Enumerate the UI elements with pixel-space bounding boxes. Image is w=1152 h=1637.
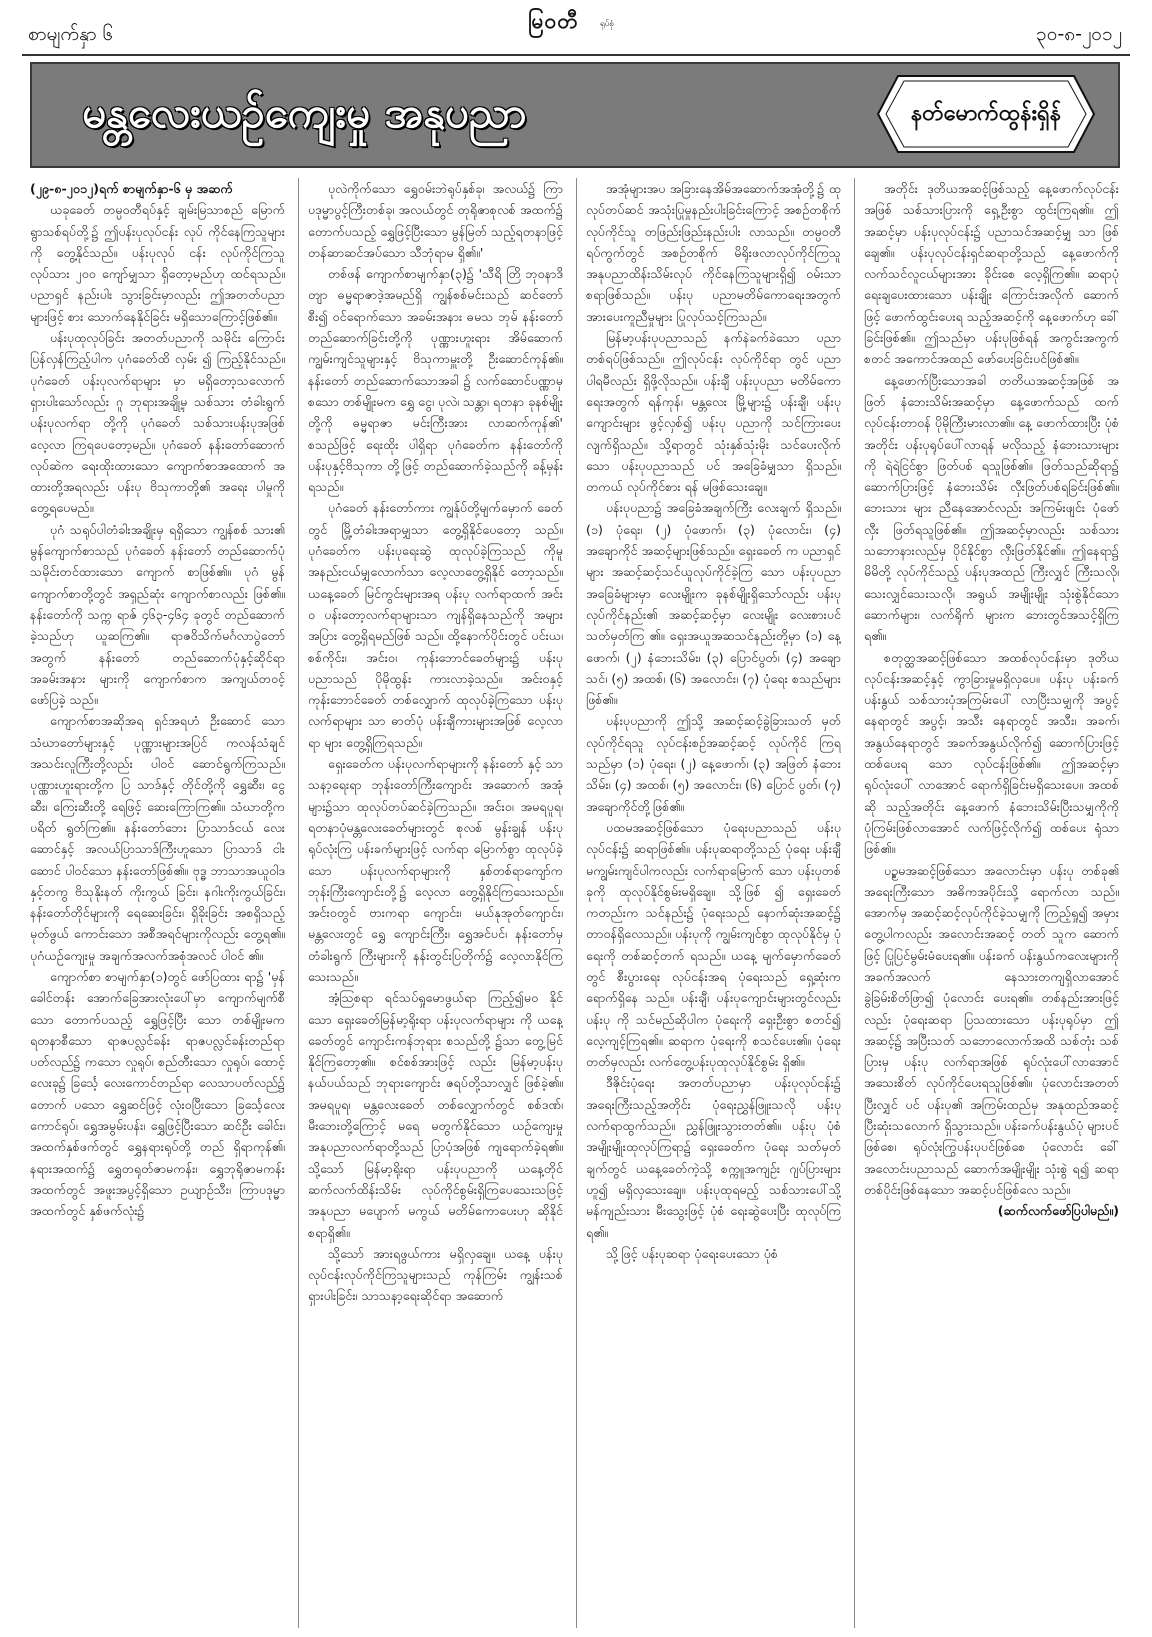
article-paragraph: အတိုင်း ဒုတိယအဆင့်ဖြစ်သည့် နေ့ဖောက်လုပ်ငန်း အဖြစ် သစ်သားပြားကို ရှေ့ဦးစွာ ထွင်းကြရ၏။ ဤအဆင့်မှာ ပန်းပုလုပ်ငန်း၌ ပညာသင်အဆင့်မျှ သာ ဖြစ်ချေ၏။ ပန်းပုလုပ်ငန်းရှင်ဆရာတို့သည် နေ့ဖောက်ကို လက်သင်လူငယ်များအား ခိုင်းစေ လေ့ရှိကြ၏။ ဆရာပုံရေးချပေးထားသော ပန်းချိုး ကြောင်းအလိုက် ဆောက်ဖြင့် ဖောက်ထွင်းပေးရ သည့်အဆင့်ကို နေ့ဖောက်ဟု ခေါ်ခြင်းဖြစ်၏။ ဤသည်မှာ ပန်းပုဖြစ်ရန် အကွင်းအကွက် စတင် အကောင်အထည် ဖော်ပေးခြင်းပင်ဖြစ်၏။: [864, 181, 1119, 367]
column-divider: [298, 178, 299, 1628]
article-paragraph: ပန်းပုထုလုပ်ခြင်း အတတ်ပညာကို သမိုင်း ကြောင်း ပြန်လှန်ကြည့်ပါက ပုဂံခေတ်ထိ လှမ်း ၍ ကြည့်နိုင်သည်။ ပုဂံခေတ် ပန်းပုလက်ရာများ မှာ မရှိတော့သလောက် ရှားပါးသော်လည်း ဂူ ဘုရားအချို့မှ သစ်သား တံခါးရွက် ပန်းပုလက်ရာ တို့ကို ပုဂံခေတ် သစ်သားပန်းပုအဖြစ် လေ့လာ ကြရပေတော့မည်။ ပုဂံခေတ် နန်းတော်ဆောက် လုပ်ဆဲက ရေးထိုးထားသော ကျောက်စာအထောက် အထားတို့အရလည်း ပန်းပု ဗိသုကာတို့၏ အရေး ပါမှုကို တွေ့ရပေမည်။: [30, 330, 285, 516]
column-4: [864, 178, 1119, 1628]
column-divider: [576, 178, 577, 1628]
article-paragraph: ပထမအဆင့်ဖြစ်သော ပုံရေးပညာသည် ပန်းပု လုပ်ငန်း၌ ဆရာဖြစ်၏။ ပန်းပုဆရာတို့သည် ပုံရေး ပန်းချီ မကျွမ်းကျင်ပါကလည်း လက်ရာမြောက် သော ပန်းပုတစ်ခုကို ထုလုပ်နိုင်စွမ်းမရှိချေ။ သို့ဖြစ် ၍ ရှေးခေတ်ကတည်းက သင်နည်း၌ ပုံရေးသည် နောက်ဆုံးအဆင့်၌ တာဝန်ရှိလေသည်။ ပန်းပုကို ကျွမ်းကျင်စွာ ထုလုပ်နိုင်မှ ပုံရေးကို တစ်ဆင့်တက် ရသည်။ ယနေ့ မျက်မှောက်ခေတ်တွင် စီးပွားရေး လုပ်ငန်းအရ ပုံရေးသည် ရှေ့ဆုံးက ရောက်ရှိနေ သည်။ ပန်းချီ၊ ပန်းပုကျောင်းများတွင်လည်း ပန်းပု ကို သင်မည်ဆိုပါက ပုံရေးကို ရှေးဦးစွာ စတင်၍ လေ့ကျင့်ကြရ၏။ ဆရာက ပုံရေးကို စသင်ပေး၏။ ပုံရေးတတ်မှလည်း လက်တွေ့ပန်းပုထုလုပ်နိုင်စွမ်း ရှိ၏။: [586, 819, 841, 1070]
article-paragraph: ကျောက်စာအဆိုအရ ရှင်အရဟံ ဦးဆောင် သော သံဃာတော်များနှင့် ပုဏ္ဏားများအပြင် ကလန်သံချင် အသင်းလူကြီးတို့လည်း ပါဝင် ဆောင်ရွက်ကြသည်။ ပုဏ္ဏားဟူးရားတို့က ပြ သာဒ်နှင့် တိုင်တို့ကို ရွှေဆီး၊ ငွေဆီး၊ ကြေးဆီးတို့ ရေဖြင့် ဆေးကြောကြ၏။ သံဃာတို့က ပရိတ် ရွတ်ကြ၏။ နန်းတော်ဘေး ပြာသာဒ်ငယ် လေး ဆောင်နှင့် အလယ်ပြာသာဒ်ကြီးဟူသော ပြာသာဒ် ငါးဆောင် ပါဝင်သော နန်းတော်ဖြစ်၏။ ဗုဒ္ဓ ဘာသာအယူဝါဒနှင့်တကွ ဗိသုနိုးနတ် ကိုးကွယ် ခြင်း၊ နဂါးကိုးကွယ်ခြင်း၊ နန်းတော်တိုင်များကို ရေဆေးခြင်း၊ ရှိခိုးခြင်း အစရှိသည့် မုတ်ဖွယ် ကောင်းသော အစီအရင်များကိုလည်း တွေ့ရ၏။ ပုဂံယဉ်ကျေးမှု အချက်အလက်အစုံအလင် ပါဝင် ၏။: [30, 713, 285, 963]
article-paragraph: ပန်းပုပညာ၌ အခြေခံအချက်ကြီး လေးချက် ရှိသည်။ (၁) ပုံရေး၊ (၂) ပုံဖောက်၊ (၃) ပုံလောင်း၊ (၄) အချောကိုင် အဆင့်များဖြစ်သည်။ ရှေးခေတ် က ပညာရှင်များ အဆင့်ဆင့်သင်ယူလုပ်ကိုင်ခဲ့ကြ သော ပန်းပုပညာအခြေခံများမှာ လေးမျိုးက ခုနစ်မျိုးရှိသော်လည်း ပန်းပုလုပ်ကိုင်နည်း၏ အဆင့်ဆင့်မှာ လေးမျိုး လေးစားပင် သတ်မှတ်ကြ ၏။ ရှေးအယူအဆသင်နည်းတို့မှာ (၁) နေ့ဖောက်၊ (၂) နံဘေးသိမ်း၊ (၃) ပြောင်ပွတ်၊ (၄) အချော သင်၊ (၅) အထစ်၊ (၆) အလောင်း၊ (၇) ပုံရေး စသည်များ ဖြစ်၏။: [586, 500, 841, 708]
continuation-note: (၂၉-၈-၂၀၁၂)ရက် စာမျက်နှာ-၆ မှ အဆက်: [30, 181, 233, 196]
article-paragraph: ရှေးခေတ်က ပန်းပုလက်ရာများကို နန်းတော် နှင့် သာသနာ့ရေးရာ ဘုန်းတော်ကြီးကျောင်း အဆောက် အအုံများ၌သာ ထုလုပ်တပ်ဆင်ခဲ့ကြသည်။ အင်းဝ၊ အမရပူရ၊ ရတနာပုံမန္တလေးခေတ်များတွင် စုလစ် မွန်းချွန် ပန်းပုရုပ်လုံးကြ ပန်းခက်များဖြင့် လက်ရာ မြောက်စွာ ထုလုပ်ခဲ့သော ပန်းပုလက်ရာများကို နှစ်တစ်ရာကျော်က ဘုန်းကြီးကျောင်းတို့၌ လေ့လာ တွေ့ရှိနိုင်ကြသေးသည်။ အင်းဝတွင် ဗားကရာ ကျောင်း၊ မယ်နုအုတ်ကျောင်း၊ မန္တလေးတွင် ရွှေ ကျောင်းကြီး၊ ရွှေအင်ပင်၊ နန်းတော်မှ တံခါးရွက် ကြီးများကို နန်းတွင်းပြတိုက်၌ လေ့လာနိုင်ကြ သေးသည်။: [308, 756, 563, 984]
article-paragraph: ပုဂံခေတ် နန်းတော်ကား ကျွန်ုပ်တို့မျက်မှောက် ခေတ်တွင် မြို့တံခါးအရာမျှသာ တွေ့ရှိနိုင်ပေတော့ သည်။ ပုဂံခေတ်က ပန်းပုရေးဆွဲ ထုလုပ်ခဲ့ကြသည် ကိုမူ အနည်းငယ်မျှလောက်သာ လေ့လာတွေ့ရှိနိုင် တော့သည်။ ယနေ့ခေတ် မြင်ကွင်းများအရ ပန်းပု လက်ရာထက် အင်းဝ ပန်းတော့လက်ရာများသာ ကျန်ရှိနေသည်ကို အများအပြား တွေ့ရှိရမည်ဖြစ် သည်။ ထို့နောက်ပိုင်းတွင် ပင်းယ၊ စစ်ကိုင်း၊ အင်းဝ၊ ကုန်းဘောင်ခေတ်များ၌ ပန်းပုပညာသည် ပိုမိုထွန်း ကားလာခဲ့သည်။ အင်းဝနှင့် ကုန်းဘောင်ခေတ် တစ်လျှောက် ထုလုပ်ခဲ့ကြသော ပန်းပုလက်ရာများ သာ ဓာတ်ပုံ ပန်းချီကားများအဖြစ် လေ့လာရာ များ တွေ့ရှိကြရသည်။: [308, 500, 563, 750]
to-be-continued-note: (ဆက်လက်ဖော်ပြပါမည်။): [997, 1203, 1119, 1219]
article-paragraph: ပန်းပုပညာကို ဤသို့ အဆင့်ဆင့်ခွဲခြားသတ် မှတ်လုပ်ကိုင်ရသူ လုပ်ငန်းစဉ်အဆင့်ဆင့် လုပ်ကိုင် ကြရသည်မှာ (၁) ပုံရေး၊ (၂) နေ့ဖောက်၊ (၃) အဖြတ် နံဘေးသိမ်း၊ (၄) အထစ်၊ (၅) အလောင်း၊ (၆) ပြောင် ပွတ်၊ (၇) အချောကိုင်တို့ဖြစ်၏။: [586, 713, 841, 814]
column-3: [586, 178, 841, 1628]
masthead-logo: မြဝတီ: [528, 9, 579, 33]
article-paragraph: ယခုခေတ် တမ္ပဝတီရပ်နှင့် ချမ်းမြသာစည် မြောက် ရွာသစ်ရပ်တို့၌ ဤပန်းပုလုပ်ငန်း လုပ် ကိုင်နေကြသူများကို တွေ့နိုင်သည်။ ပန်းပုလုပ် ငန်း လုပ်ကိုင်ကြသူ လုပ်သား ၂၀၀ ကျော်မျှသာ ရှိတော့မည်ဟု ထင်ရသည်။ ပညာရှင် နည်းပါး သွားခြင်းမှာလည်း ဤအတတ်ပညာများဖြင့် စား သောက်နေနိုင်ခြင်း မရှိသောကြောင့်ဖြစ်၏။: [30, 202, 285, 324]
page-header: [0, 0, 1152, 52]
article-paragraph: ပုလဲကိုက်သော ရွှေဝမ်းဘဲရုပ်နှစ်ခု၊ အလယ်၌ ကြာ ပဒုမ္မာပွင့်ကြီးတစ်ခု၊ အလယ်တွင် တုရိုဇာစုလစ် အထက်၌ တောက်ပသည့် ရွှေဖြင့်ပြီးသော မွန်မြတ် သည့်ရတနာဖြင့် တန်ဆာဆင်အပ်သော သီဘုံရာမ ရှိ၏။': [308, 181, 563, 260]
article-paragraph: အံ့သြစရာ ရင်သပ်ရှုမောဖွယ်ရာ ကြည့်၍မဝ နိုင်သော ရှေးခေတ်မြန်မာ့ရိုးရာ ပန်းပုလက်ရာများ ကို ယနေ့ခေတ်တွင် ကျောင်းကန်ဘုရား စသည်တို့ ၌သာ တွေ့မြင်နိုင်ကြတော့၏။ စင်စစ်အားဖြင့် လည်း မြန်မာ့ပန်းပုနယ်ပယ်သည် ဘုရားကျောင်း ဇရပ်တို့သာလျှင် ဖြစ်ခဲ့၏။ အမရပူရ၊ မန္တလေးခေတ် တစ်လျှောက်တွင် စစ်ဒဏ်၊ မီးဘေးတို့ကြောင့် မရေ မတွက်နိုင်သော ယဉ်ကျေးမှုအနုပညာလက်ရာတို့သည် ပြာပုံအဖြစ် ကျရောက်ခဲ့ရ၏။ သို့သော် မြန်မာ့ရိုးရာ ပန်းပုပညာကို ယနေ့တိုင် ဆက်လက်ထိန်းသိမ်း လုပ်ကိုင်စွမ်းရှိကြပေသေးသဖြင့် အနုပညာ မပျောက် မကွယ် မတိမ်ကောပေးဟု ဆိုနိုင်စရာရှိ၏။: [308, 990, 563, 1240]
article-paragraph: စတုတ္ထအဆင့်ဖြစ်သော အထစ်လုပ်ငန်းမှာ ဒုတိယလုပ်ငန်းအဆင့်နှင့် ကွာခြားမှုမရှိလှပေ။ ပန်းပု ပန်းခက် ပန်းနွယ် သစ်သားပုံအကြမ်းပေါ် လာပြီးသမျှကို အပွင့်နေရာတွင် အပွင့်၊ အသီး နေရာတွင် အသီး၊ အခက်၊ အနွယ်နေရာတွင် အခက်အနွယ်လိုက်၍ ဆောက်ပြားဖြင့် ထစ်ပေးရ သော လုပ်ငန်းဖြစ်၏။ ဤအဆင့်မှာ ရုပ်လုံးပေါ် လာအောင် ရောက်ရှိခြင်းမရှိသေးပေ။ အထစ်ဆို သည့်အတိုင်း နေ့ဖောက် နံဘေးသိမ်းပြီးသမျှကိုကို ပုံကြမ်းဖြစ်လာအောင် လက်ဖြင့်လိုက်၍ ထစ်ပေး ရုံသာဖြစ်၏။: [864, 649, 1119, 857]
column-2: [308, 178, 563, 1628]
article-paragraph: သို့သော် အားရဖွယ်ကား မရှိလှချေ။ ယနေ့ ပန်းပုလုပ်ငန်းလုပ်ကိုင်ကြသူများသည် ကုန်ကြမ်း ကျွန်းသစ်ရှားပါးခြင်း၊ သာသနာ့ရေးဆိုင်ရာ အဆောက်: [308, 1245, 563, 1304]
article-paragraph: နေ့ဖောက်ပြီးသောအခါ တတိယအဆင့်အဖြစ် အဖြတ် နံဘေးသိမ်းအဆင့်မှာ နေ့ဖောက်သည် ထက် လုပ်ငန်းတာဝန် ပိုမိုကြီးမားလာ၏။ နေ့ ဖောက်ထားပြီး ပုံစံအတိုင်း ပန်းပုရုပ်ပေါ်လာရန် မလိုသည့် နံဘေးသားများကို ရဲရဲငြင်စွာ ဖြတ်ပစ် ရသူဖြစ်၏။ ဖြတ်သည်ဆိုရာ၌ ဆောက်ပြားဖြင့် နံဘေးသိမ်း လှီးဖြတ်ပစ်ရခြင်းဖြစ်၏။ ဘေးသား များ ညီနေအောင်လည်း အကြမ်းဖျင်း ပုံဖော်လှီး ဖြတ်ရသူဖြစ်၏။ ဤအဆင့်မှာလည်း သစ်သား သဘောနားလည်မှ ပိုင်နိုင်စွာ လှီးဖြတ်နိုင်၏။ ဤနေရာ၌ မိမိတို့ လုပ်ကိုင်သည့် ပန်းပုအထည် ကြီးလျှင် ကြီးသလို၊ သေးလျှင်သေးသလို၊ အရွယ် အမျိုးမျိုး သုံးစွဲနိုင်သော ဆောက်များ၊ လက်ရိုက် များက ဘေးတွင်အသင့်ရှိကြရ၏။: [864, 372, 1119, 644]
issue-date: ၃၀-၈-၂၀၁၂: [1036, 23, 1122, 45]
article-paragraph: ပဉ္စမအဆင့်ဖြစ်သော အလောင်းမှာ ပန်းပု တစ်ခု၏ အရေးကြီးသော အဓိကအပိုင်းသို့ ရောက်လာ သည်။ အောက်မှ အဆင့်ဆင့်လုပ်ကိုင်ခဲ့သမျှကို ကြည့်ရှု၍ အမှားတွေ့ပါကလည်း အလောင်းအဆင့် တတ် သူက ဆောက်ဖြင့် ပြုပြင်မွမ်းမံပေးရ၏။ ပန်းခက် ပန်းနွယ်ကလေးများကို အခက်အလက် နေသားတကျရှိလာအောင် ခွဲခြမ်းစိတ်ဖြာ၍ ပုံလောင်း ပေးရ၏။ တစ်နည်းအားဖြင့်လည်း ပုံရေးဆရာ ပြသထားသော ပန်းပုရုပ်မှာ ဤအဆင့်၌ အပြီးသတ် သဘောလောက်အထိ သစ်တုံး သစ်ပြားမှ ပန်းပု လက်ရာအဖြစ် ရုပ်လုံးပေါ်လာအောင် အသေးစိတ် လုပ်ကိုင်ပေးရသူဖြစ်၏။ ပုံလောင်းအတတ်ပြီးလျှင် ပင် ပန်းပု၏ အကြမ်းထည်မှ အနုထည်အဆင့် ပြီးဆုံးသလောက် ရှိသွားသည်။ ပန်းခက်ပန်းနွယ်ပုံ များပင်ဖြစ်စေ၊ ရုပ်လုံးကြွပန်းပုပင်ဖြစ်စေ ပုံလောင်း ခေါ် အလောင်းပညာသည် ဆောက်အမျိုးမျိုး သုံးစွဲ ရ၍ ဆရာတစ်ပိုင်းဖြစ်နေသော အဆင့်ပင်ဖြစ်လေ သည်။: [864, 862, 1119, 1197]
article-body: [30, 178, 1122, 1628]
page-number: စာမျက်နှာ ၆: [28, 23, 114, 45]
article-paragraph: သို့ဖြင့် ပန်းပုဆရာ ပုံရေးပေးသော ပုံစံ: [606, 1245, 778, 1261]
article-paragraph: ကျောက်စာ စာမျက်နှာ(၁)တွင် ဖော်ပြထား ရာ၌ 'မှန်ခေါင်တန်း အောက်ခြေအားလုံးပေါ်မှာ ကျောက်မျက်စီသော တောက်ပသည့် ရွှေဖြင့်ပြီး သော တစ်မျိုးမက ရတနာစီသော ရာဇပလ္လင်ခန်း ရာဇပလ္လင်ခန်းတည်ရာ ပတ်လည်၌ ကသော လှုရုပ်၊ စည်တီးသော လှုရုပ်၊ ထောင့်လေးခု၌ ခြင်္သေ့ လေးကောင်တည်ရာ လေသာပတ်လည်၌ တောက် ပသော ရွှေဆင်ဖြင့် လုံးဝပြီးသော ခြင်္သေ့လေး ကောင်ရုပ်၊ ရွှေအမွမ်းပန်း၊ ရွှေဖြင့်ပြီးသော ဆင်ဦး ခေါင်း၊ အထက်နှစ်ဖက်တွင် ရွှေနရားရုပ်တို့ တည် ရှိရာကုန်၏၊ နရားအထက်၌ ရွှေတရုတ်ဇာမကန်း၊ ရွှေဘုရိုဇာမကန်းအထက်တွင် အဖူးအပွင့်ရှိသော ဥယျာဉ်သီး၊ ကြာပဒုမ္မာအထက်တွင် နှစ်ဖက်လုံး၌: [30, 968, 285, 1219]
article-paragraph: အအုံများအပ အခြားနေအိမ်အဆောက်အအုံတို့၌ ထုလုပ်တပ်ဆင် အသုံးပြုမှုနည်းပါးခြင်းကြောင့် အစဉ်တစိုက် လုပ်ကိုင်သူ တဖြည်းဖြည်းနည်းပါး လာသည်။ တမ္ပဝတီရပ်ကွက်တွင် အစဉ်တစိုက် မိရိုးဖလာလုပ်ကိုင်ကြသူ အနုပညာထိန်းသိမ်းလုပ် ကိုင်နေကြသူများရှိ၍ ဝမ်းသာစရာဖြစ်သည်။ ပန်းပု ပညာမတိမ်ကောရေးအတွက် အားပေးကူညီမှုများ ပြုလုပ်သင့်ကြသည်။: [586, 181, 841, 324]
column-divider: [854, 178, 855, 1628]
header-divider: [22, 54, 1130, 56]
author-name: နတ်မောက်ထွန်းရှိန်: [910, 101, 1062, 126]
article-paragraph: ဒီဇိုင်းပုံရေး အတတ်ပညာမှာ ပန်းပုလုပ်ငန်း၌ အရေးကြီးသည့်အတိုင်း ပုံရေးညွှန်ဖြူးသလို ပန်းပု လက်ရာထွက်သည်။ ညွှန်ဖြူးသွားတတ်၏။ ပန်းပု ပုံစံအမျိုးမျိုးထုလုပ်ကြရာ၌ ရှေးခေတ်က ပုံရေး သတ်မှတ်ချက်တွင် ယနေ့ခေတ်ကဲ့သို့ စက္ကူအကျဉ်း ဂျပ်ပြားများဟူ၍ မရှိလှသေးချေ။ ပန်းပုထုရမည့် သစ်သားပေါ်သို့ မန်ကျည်းသား မီးသွေးဖြင့် ပုံစံ ရေးဆွဲပေးပြီး ထုလုပ်ကြရ၏။: [586, 1075, 841, 1240]
article-title-banner: [30, 62, 1120, 168]
article-paragraph: ပုဂံ သရုပ်ပါတံခါးအချိုးမှ ရရှိသော ကျွန်စစ် သား၏ မွန်ကျောက်စာသည် ပုဂံခေတ် နန်းတော် တည်ဆောက်ပုံ သမိုင်းတင်ထားသော ကျောက် စာဖြစ်၏။ ပုဂံ မွန်ကျောက်စာတို့တွင် အရှည်ဆုံး ကျောက်စာလည်း ဖြစ်၏။ နန်းတော်ကို သက္က ရာဇ် ၄၆၃-၄၆၄ ခုတွင် တည်ဆောက်ခဲ့သည်ဟု ယူဆကြ၏။ ရာဇဝိသိက်မင်္ဂလာပွဲတော်အတွက် နန်းတော် တည်ဆောက်ပုံနှင့်ဆိုင်ရာ အခမ်းအနား များကို ကျောက်စာက အကျယ်တဝင့် ဖော်ပြခဲ့ သည်။: [30, 521, 285, 708]
author-badge: [876, 74, 1096, 154]
masthead-subtitle: ရုပ်စုံ: [600, 19, 614, 28]
column-1: [30, 178, 285, 1628]
article-paragraph: မြန်မာ့ပန်းပုပညာသည် နက်နဲခက်ခဲသော ပညာတစ်ရပ်ဖြစ်သည်။ ဤလုပ်ငန်း လုပ်ကိုင်ရာ တွင် ပညာပါရမီလည်း ရှိဖို့လိုသည်။ ပန်းချီ ပန်းပုပညာ မတိမ်ကောရေးအတွက် ရန်ကုန်၊ မန္တလေး မြို့များ၌ ပန်းချီ၊ ပန်းပုကျောင်းများ ဖွင့်လှစ်၍ ပန်းပု ပညာကို သင်ကြားပေးလျက်ရှိသည်။ သို့ရာတွင် သုံးနှစ်သုံးမိုး သင်ပေးလိုက်သော ပန်းပုပညာသည် ပင် အခြေခံမျှသာ ရှိသည်။ တကယ် လုပ်ကိုင်စား ရန် မဖြစ်သေးချေ။: [586, 330, 841, 495]
article-paragraph: တစ်ဖန် ကျောက်စာမျက်နှာ(၃)၌ 'သီရိ တြိ ဘုဝနာဒိတျာ ဓမ္မရာဇာဒဲ့အမည်ရှိ ကျွန်စစ်မင်းသည် ဆင်တော်စီး၍ ဝင်ရောက်သော အခမ်းအနား ဓမသ ဘုမ် နန်းတော်တည်ဆောက်ခြင်းတို့ကို ပုဏ္ဏားဟူးရား အိမ်ဆောက်ကျွမ်းကျင်သူများနှင့် ဗိသုကာမှူးတို့ ဦးဆောင်ကုန်၏။ နန်းတော် တည်ဆောက်သောအခါ ၌ လက်ဆောင်ပဏ္ဏာမှ စသော တစ်မျိုးမက ရွှေ ငွေ၊ ပုလဲ၊ သန္တာ၊ ရတနာ ခုနစ်မျိုးတို့ကို ဓမ္မရာဇာ မင်းကြီးအား လာဆက်ကုန်၏' စသည်ဖြင့် ရေးထိုး ပါရှိရာ ပုဂံခေတ်က နန်းတော်ကို ပန်းပုနှင့်ဗိသုကာ တို့ဖြင့် တည်ဆောက်ခဲ့သည်ကို ခန့်မှန်းရသည်။: [308, 266, 563, 495]
article-title: မန္တလေးယဉ်ကျေးမှု အနုပညာ: [82, 88, 527, 137]
